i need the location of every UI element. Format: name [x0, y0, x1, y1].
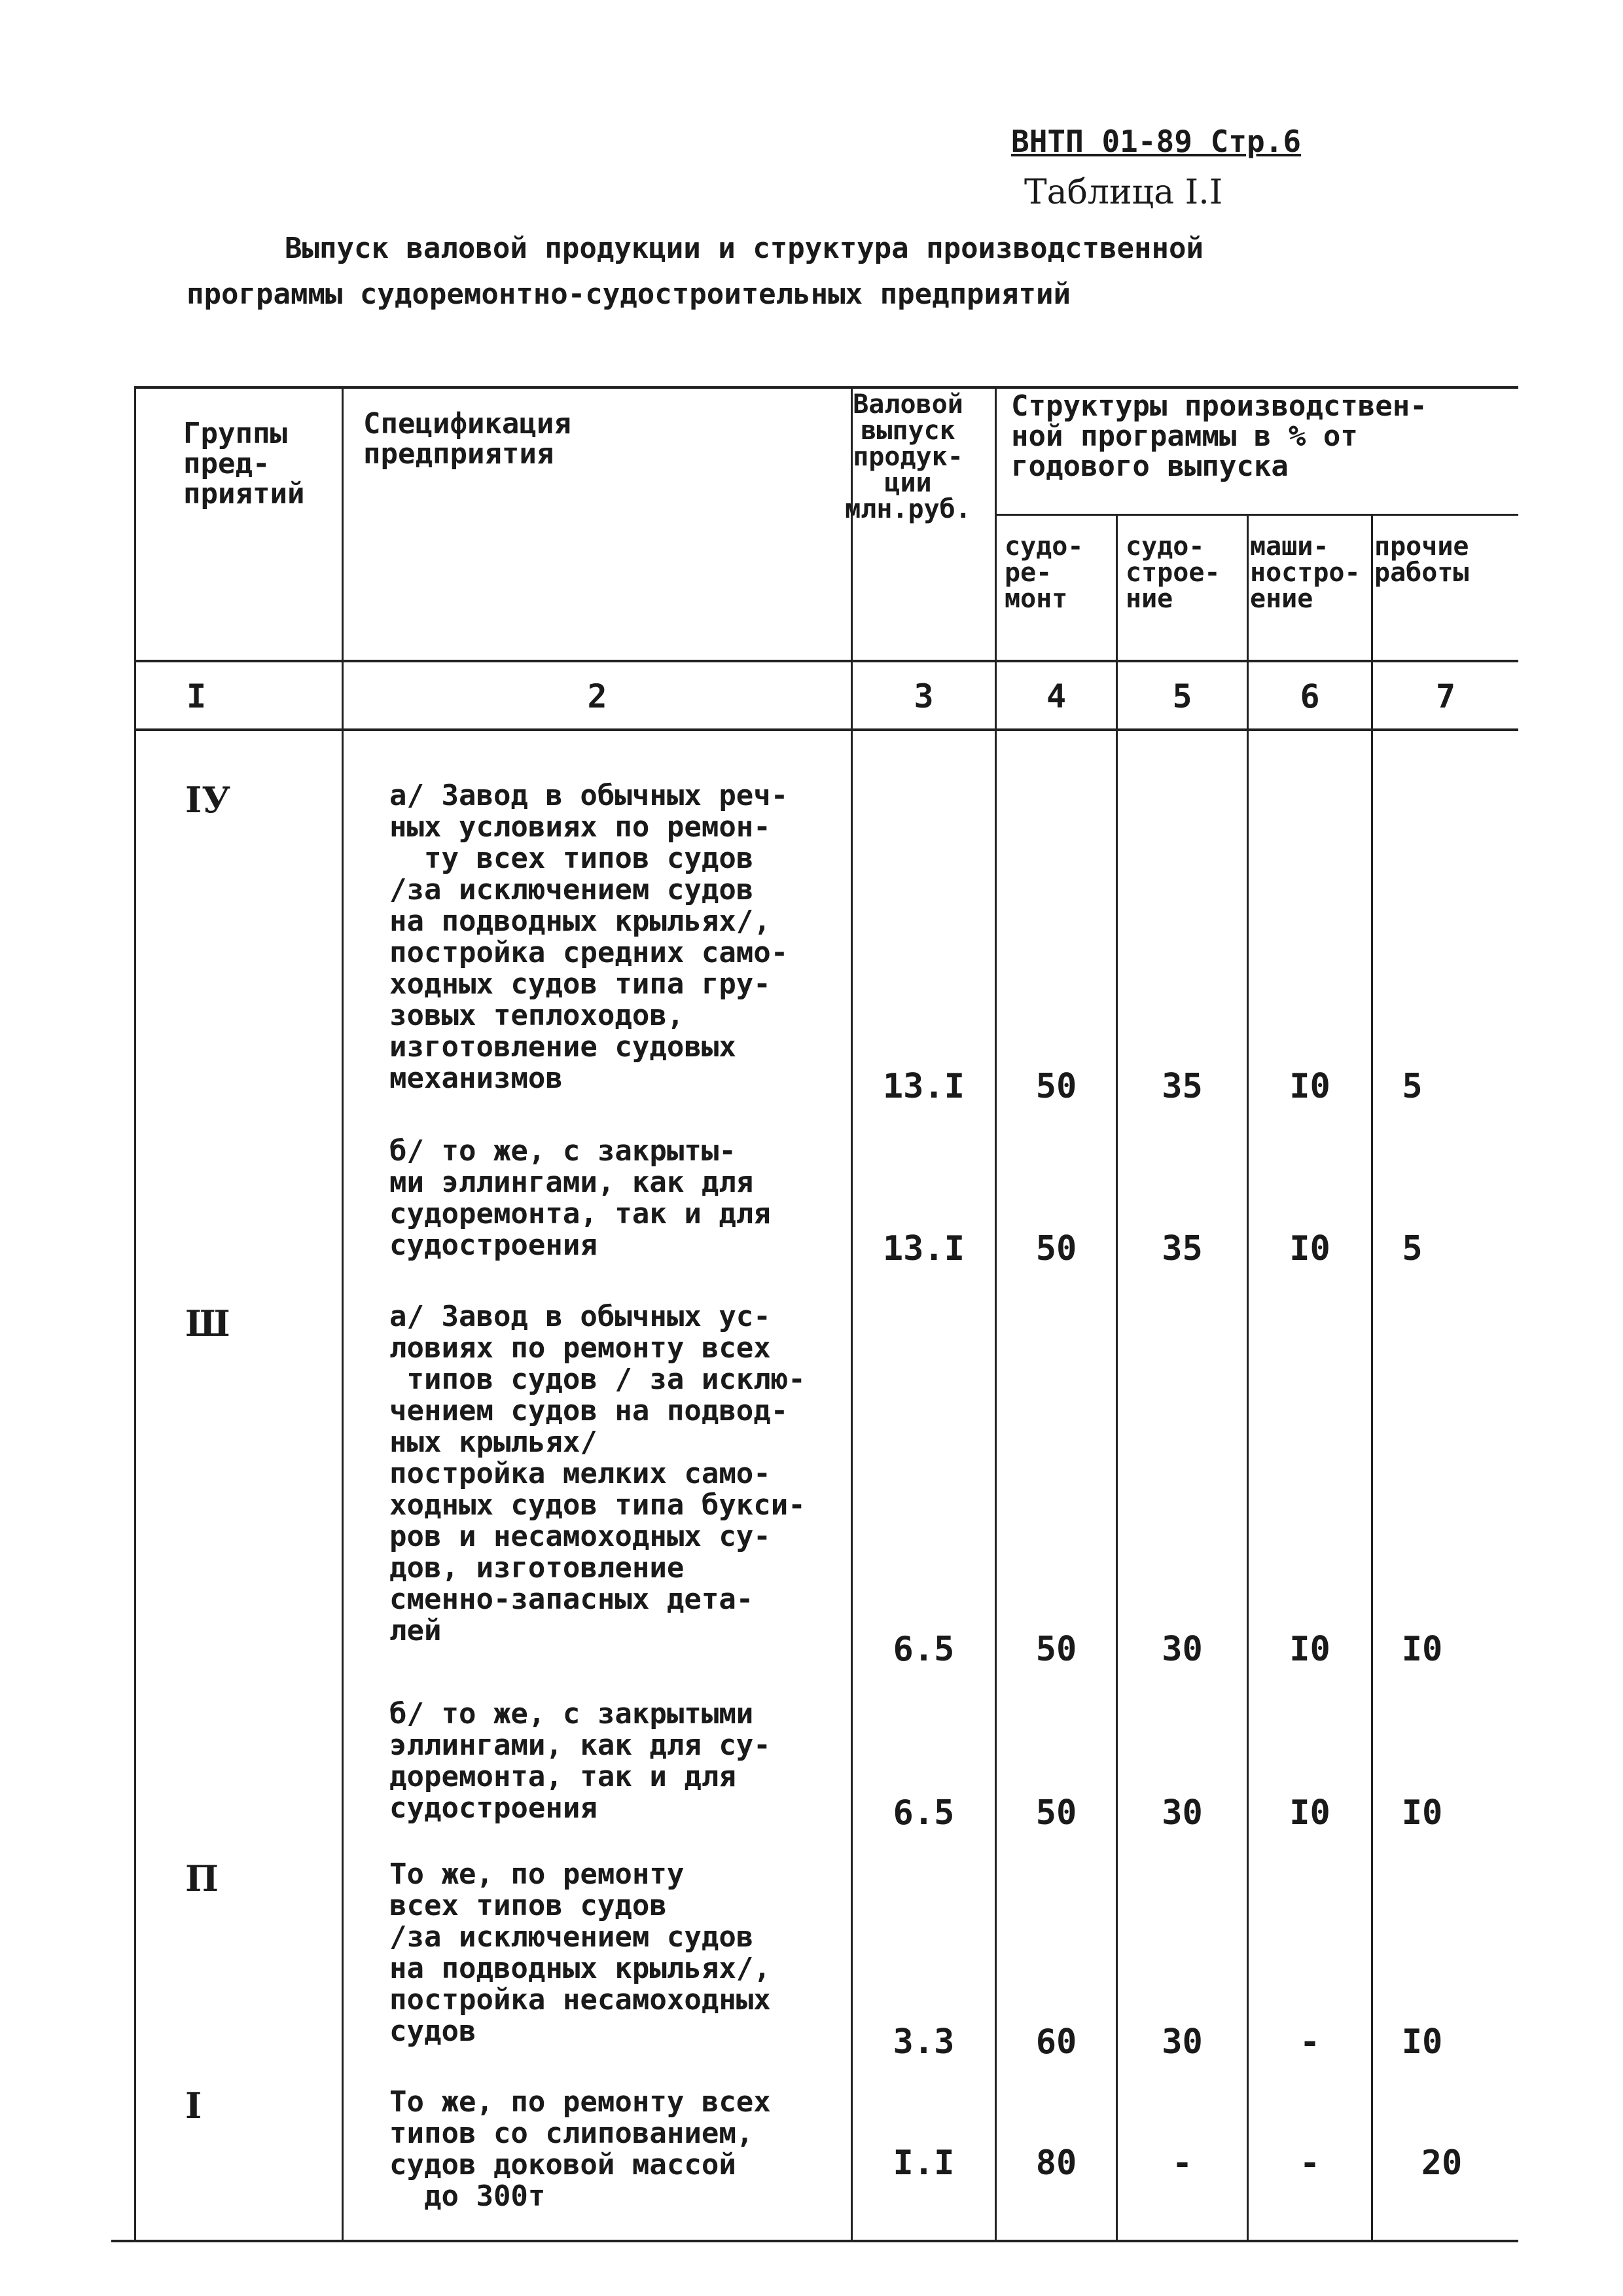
col-number-1: I	[186, 677, 207, 715]
row-5-gross-output: 3.3	[893, 2022, 955, 2062]
table-title-line-2: программы судоремонтно-судостроительных предприятий	[187, 278, 1071, 311]
row-6-machine-building: -	[1299, 2144, 1321, 2183]
col-number-4: 4	[1046, 677, 1067, 715]
row-6-gross-output: I.I	[893, 2144, 955, 2183]
col-header-gross-output: Валовой выпуск продук- ции млн.руб.	[845, 389, 971, 524]
col-divider-1	[342, 386, 344, 2240]
row-4-shipbuilding: 30	[1162, 1793, 1203, 1833]
row-2-shipbuilding: 35	[1162, 1229, 1203, 1268]
document-reference: ВНТП 01-89 Стр.6	[1011, 124, 1302, 159]
row-1-other-works: 5	[1402, 1067, 1423, 1106]
row-3-specification: а/ Завод в обычных ус- ловиях по ремонту всех типов судов / за исклю- чением судов на подвод- ных крыльях/ постройка мелких само- ходных судов типа букси- ров и несамоходных су- дов, изготовление сменно-запасных дета- лей	[389, 1300, 806, 1647]
row-2-other-works: 5	[1402, 1229, 1423, 1268]
row-4-gross-output: 6.5	[893, 1793, 955, 1833]
col-header-program-structure: Структуры производствен- ной программы в % от годового выпуска	[1011, 389, 1427, 483]
row-4-ship-repair: 50	[1035, 1793, 1077, 1833]
row-6-other-works: 20	[1421, 2144, 1463, 2183]
col-header-other-works: прочие работы	[1374, 531, 1469, 588]
row-6-group: I	[185, 2085, 202, 2126]
col-header-shipbuilding: судо- строе- ние	[1126, 531, 1221, 614]
row-4-other-works: I0	[1401, 1793, 1443, 1833]
row-5-specification: То же, по ремонту всех типов судов /за исключением судов на подводных крыльях/, постройка несамоходных судов	[389, 1857, 771, 2048]
row-1-ship-repair: 50	[1035, 1067, 1077, 1106]
row-3-ship-repair: 50	[1035, 1630, 1077, 1669]
row-3-other-works: I0	[1401, 1630, 1443, 1669]
table-left-border	[134, 386, 136, 2240]
row-1-gross-output: 13.I	[882, 1067, 965, 1106]
row-4-specification: б/ то же, с закрытыми эллингами, как для су- доремонта, так и для судостроения	[389, 1697, 771, 1825]
col-divider-4	[1116, 514, 1118, 2240]
table-bottom-border	[111, 2240, 1518, 2242]
row-1-machine-building: I0	[1289, 1067, 1330, 1106]
col-divider-3	[995, 386, 997, 2240]
row-3-gross-output: 6.5	[893, 1630, 955, 1669]
row-6-specification: То же, по ремонту всех типов со слипованием, судов доковой массой до 300т	[389, 2085, 771, 2213]
col-header-specification: Спецификация предприятия	[363, 407, 571, 471]
col-number-2: 2	[587, 677, 607, 715]
table-label: Таблица I.I	[1024, 173, 1223, 212]
col-header-machine-building: маши- ностро- ение	[1250, 531, 1361, 614]
subheader-divider	[995, 514, 1518, 516]
row-1-shipbuilding: 35	[1162, 1067, 1203, 1106]
col-header-groups: Группы пред- приятий	[183, 417, 305, 511]
table-title-line-1: Выпуск валовой продукции и структура производственной	[285, 232, 1204, 265]
row-3-shipbuilding: 30	[1162, 1630, 1203, 1669]
col-number-3: 3	[914, 677, 934, 715]
row-6-ship-repair: 80	[1035, 2144, 1077, 2183]
row-2-gross-output: 13.I	[882, 1229, 965, 1268]
row-1-specification: а/ Завод в обычных реч- ных условиях по ремон- ту всех типов судов /за исключением судов на подводных крыльях/, постройка средних само- ходных судов типа гру- зовых теплоходов, изготовление судовых механизмов	[389, 779, 789, 1095]
col-divider-5	[1247, 514, 1249, 2240]
row-1-group: IУ	[185, 779, 231, 821]
col-number-7: 7	[1435, 677, 1456, 715]
row-5-other-works: I0	[1401, 2022, 1443, 2062]
row-2-machine-building: I0	[1289, 1229, 1330, 1268]
row-5-machine-building: -	[1299, 2022, 1321, 2062]
row-5-shipbuilding: 30	[1162, 2022, 1203, 2062]
row-4-machine-building: I0	[1289, 1793, 1330, 1833]
row-2-specification: б/ то же, с закрыты- ми эллингами, как для судоремонта, так и для судостроения	[389, 1134, 771, 1262]
row-5-ship-repair: 60	[1035, 2022, 1077, 2062]
row-2-ship-repair: 50	[1035, 1229, 1077, 1268]
row-3-group: Ш	[185, 1302, 230, 1344]
col-header-ship-repair: судо- ре- монт	[1005, 531, 1084, 614]
row-6-shipbuilding: -	[1171, 2144, 1193, 2183]
col-number-6: 6	[1300, 677, 1320, 715]
col-divider-6	[1371, 514, 1373, 2240]
col-number-5: 5	[1172, 677, 1192, 715]
row-3-machine-building: I0	[1289, 1630, 1330, 1669]
row-5-group: П	[185, 1857, 219, 1899]
